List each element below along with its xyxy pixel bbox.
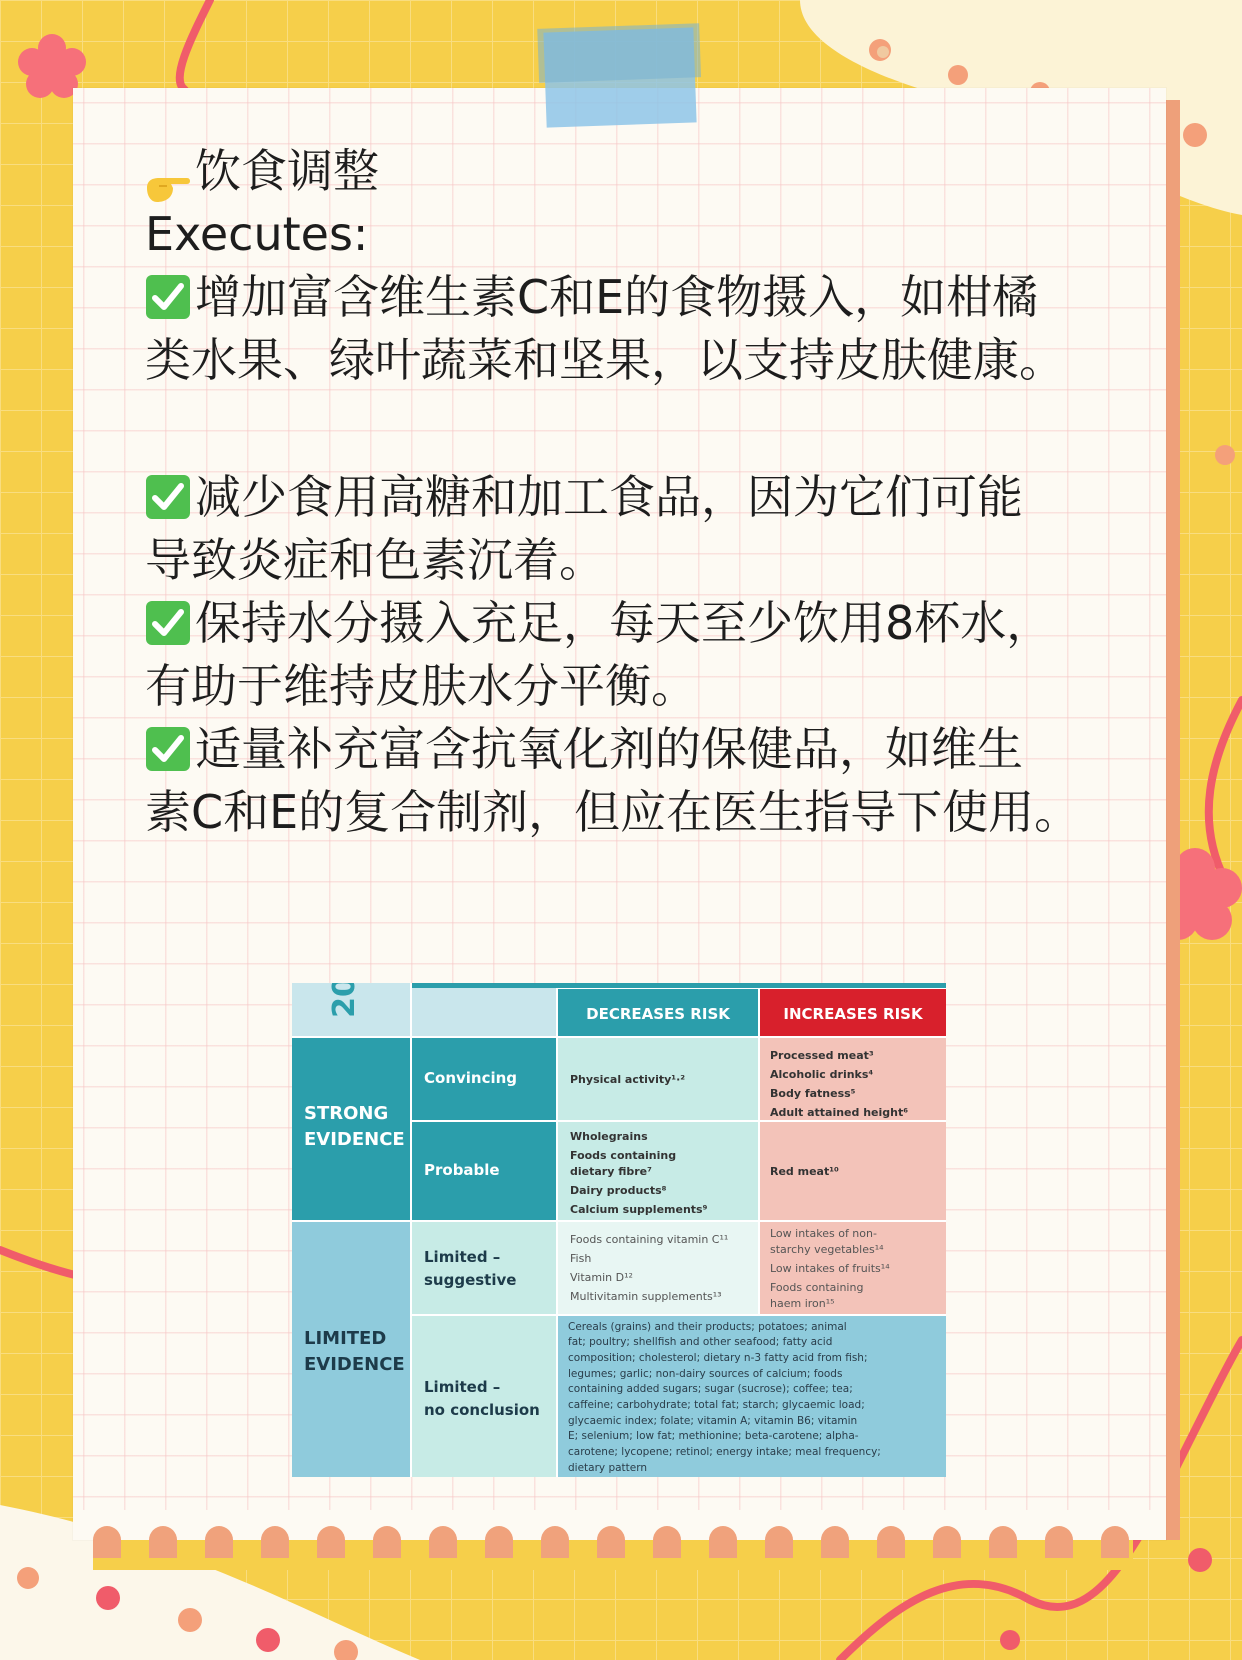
list-item <box>145 718 1135 844</box>
item-text: 有助于维持皮肤水分平衡。 <box>145 659 697 713</box>
heading-line <box>145 140 1135 203</box>
svg-text:dietary fibre⁷: dietary fibre⁷ <box>570 1165 652 1178</box>
row-label-suggestive: Limited – <box>424 1248 501 1266</box>
svg-text:Wholegrains: Wholegrains <box>570 1130 648 1143</box>
evidence-table-image <box>292 983 946 1477</box>
svg-text:Foods containing: Foods containing <box>770 1281 864 1294</box>
svg-text:starchy vegetables¹⁴: starchy vegetables¹⁴ <box>770 1243 884 1256</box>
svg-text:Multivitamin supplements¹³: Multivitamin supplements¹³ <box>570 1290 722 1303</box>
limited-evidence-cell <box>292 1222 410 1477</box>
svg-text:Alcoholic drinks⁴: Alcoholic drinks⁴ <box>770 1068 874 1081</box>
svg-text:Processed meat³: Processed meat³ <box>770 1049 874 1062</box>
svg-text:Foods containing: Foods containing <box>570 1149 677 1162</box>
subtitle: Executes: <box>145 207 369 261</box>
check-mark-icon <box>145 599 191 645</box>
svg-text:Vitamin D¹²: Vitamin D¹² <box>570 1271 633 1284</box>
corner-label: 20 <box>327 983 362 1018</box>
item-text: 类水果、绿叶蔬菜和坚果，以支持皮肤健康。 <box>145 333 1065 387</box>
item-text: 适量补充富含抗氧化剂的保健品，如维生 <box>195 722 1023 776</box>
check-mark-icon <box>145 473 191 519</box>
svg-text:legumes; garlic; non-dairy sou: legumes; garlic; non-dairy sources of calcium; foods <box>568 1368 843 1380</box>
svg-text:Foods containing vitamin C¹¹: Foods containing vitamin C¹¹ <box>570 1233 729 1246</box>
svg-text:haem iron¹⁵: haem iron¹⁵ <box>770 1297 835 1310</box>
item-text: 导致炎症和色素沉着。 <box>145 533 605 587</box>
row-label-convincing: Convincing <box>424 1069 518 1087</box>
main-content <box>145 140 1135 844</box>
list-item <box>145 266 1135 392</box>
list-item <box>145 466 1135 592</box>
svg-text:carotene; lycopene; retinol; e: carotene; lycopene; retinol; energy intake; meal frequency; <box>568 1446 881 1458</box>
page-title: 饮食调整 <box>195 144 379 198</box>
item-text: 减少食用高糖和加工食品，因为它们可能 <box>195 470 1023 524</box>
svg-text:fat; poultry; shellfish and ot: fat; poultry; shellfish and other seafood; fatty acid <box>568 1336 833 1348</box>
svg-text:suggestive: suggestive <box>424 1271 517 1289</box>
tape-strip <box>543 27 696 127</box>
card-shadow <box>1166 100 1180 1540</box>
strong-evidence-label: STRONG <box>304 1103 389 1124</box>
list-item <box>145 592 1135 718</box>
item-text: 素C和E的复合制剂，但应在医生指导下使用。 <box>145 785 1081 839</box>
svg-text:E; selenium; low fat; methioni: E; selenium; low fat; methionine; beta-carotene; alpha- <box>568 1430 859 1442</box>
svg-text:Calcium supplements⁹: Calcium supplements⁹ <box>570 1203 708 1216</box>
svg-text:EVIDENCE: EVIDENCE <box>304 1129 405 1150</box>
limited-evidence-label: LIMITED <box>304 1328 387 1349</box>
svg-text:Red meat¹⁰: Red meat¹⁰ <box>770 1165 839 1178</box>
svg-text:no conclusion: no conclusion <box>424 1401 540 1419</box>
svg-text:glycaemic index; folate; vitam: glycaemic index; folate; vitamin A; vitamin B6; vitamin <box>568 1415 858 1427</box>
svg-text:Low intakes of non-: Low intakes of non- <box>770 1227 877 1240</box>
svg-text:Fish: Fish <box>570 1252 592 1265</box>
svg-text:dietary pattern: dietary pattern <box>568 1462 648 1474</box>
decreases-risk-label: DECREASES RISK <box>586 1005 730 1023</box>
svg-text:Cereals (grains) and their pro: Cereals (grains) and their products; potatoes; animal <box>568 1321 847 1333</box>
scalloped-edge <box>73 1510 1166 1570</box>
cell-text: Physical activity¹·² <box>570 1073 686 1086</box>
svg-text:caffeine; carbohydrate; total: caffeine; carbohydrate; total fat; starch; glycaemic load; <box>568 1399 865 1411</box>
svg-text:Body fatness⁵: Body fatness⁵ <box>770 1087 856 1100</box>
pointing-hand-icon <box>145 157 193 187</box>
svg-text:containing added sugars; sugar: containing added sugars; sugar (sucrose); coffee; tea; <box>568 1383 853 1395</box>
svg-text:Low intakes of fruits¹⁴: Low intakes of fruits¹⁴ <box>770 1262 890 1275</box>
check-mark-icon <box>145 725 191 771</box>
item-text: 增加富含维生素C和E的食物摄入，如柑橘 <box>195 270 1039 324</box>
row-label-no-conclusion: Limited – <box>424 1378 501 1396</box>
check-mark-icon <box>145 273 191 319</box>
svg-text:EVIDENCE: EVIDENCE <box>304 1354 405 1375</box>
svg-text:composition; cholesterol; diet: composition; cholesterol; dietary n-3 fatty acid from fish; <box>568 1352 868 1364</box>
item-text: 保持水分摄入充足，每天至少饮用8杯水， <box>195 596 1053 650</box>
increases-risk-label: INCREASES RISK <box>783 1005 923 1023</box>
svg-text:Adult attained height⁶: Adult attained height⁶ <box>770 1106 909 1119</box>
row-label-probable: Probable <box>424 1161 500 1179</box>
svg-text:Dairy products⁸: Dairy products⁸ <box>570 1184 667 1197</box>
